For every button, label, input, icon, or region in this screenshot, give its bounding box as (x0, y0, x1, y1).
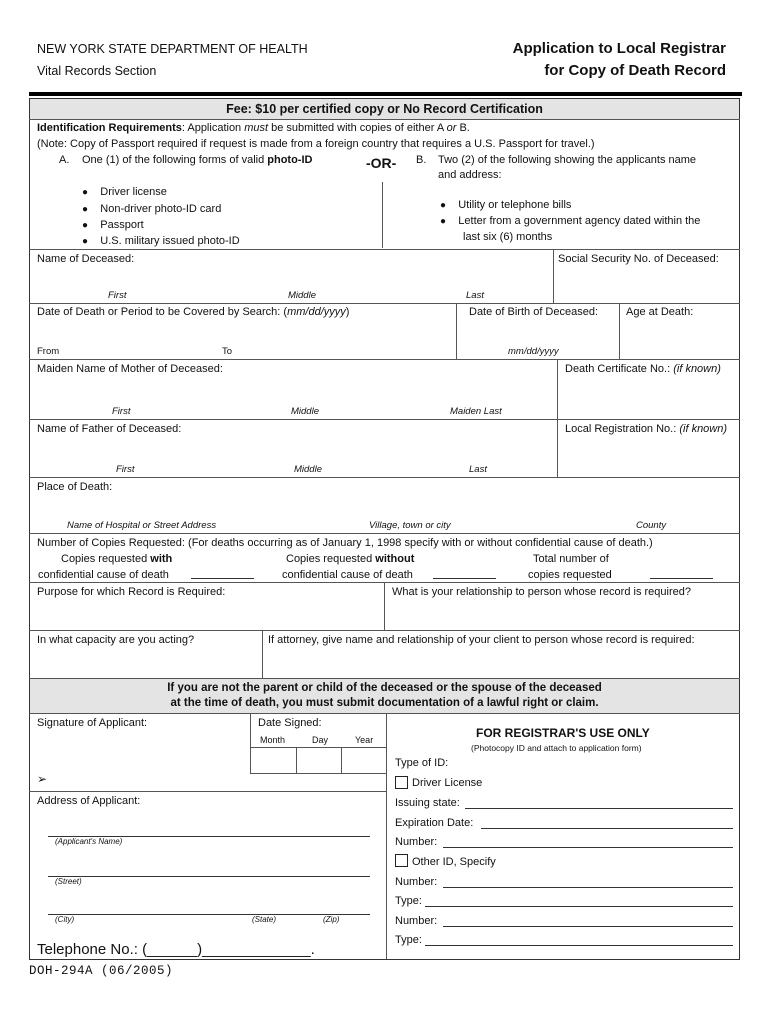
copies-without-line2: confidential cause of death (282, 569, 413, 581)
city-caption: (City) (55, 915, 75, 924)
age-at-death-label: Age at Death: (626, 306, 694, 318)
date-of-death-label (37, 306, 349, 318)
copies-without-bold: without (375, 553, 415, 565)
year-label: Year (355, 735, 374, 745)
purpose-label: Purpose for which Record is Required: (37, 586, 226, 598)
reg-if-known: (if known) (679, 423, 728, 435)
place-of-death-label: Place of Death: (37, 481, 113, 493)
father-last-caption: Last (469, 464, 487, 475)
telephone-field[interactable]: Telephone No.: (______)_____________. (37, 941, 315, 958)
issuing-state-label: Issuing state: (395, 797, 460, 809)
expiration-date-label: Expiration Date: (395, 817, 474, 829)
deceased-middle-caption: Middle (288, 290, 316, 301)
option-b-line2: and address: (438, 169, 502, 181)
notice-line2: at the time of death, you must submit documentation of a lawful right or claim. (170, 697, 599, 709)
bullet-icon: ● (82, 220, 89, 231)
b-item-utility-bills (440, 199, 571, 211)
attorney-label: If attorney, give name and relationship of your client to person whose record is required: (268, 634, 695, 646)
option-a-photo-id: photo-ID (267, 154, 313, 166)
deceased-first-caption: First (108, 290, 127, 301)
number-label-1: Number: (395, 836, 438, 848)
street-field[interactable] (48, 876, 370, 877)
header-rule (29, 92, 742, 96)
issuing-state-field[interactable] (465, 808, 733, 809)
dob-label: Date of Birth of Deceased: (469, 306, 599, 318)
a-item-passport (82, 219, 144, 231)
dod-format: mm/dd/yyyy (287, 306, 346, 318)
from-caption: From (37, 346, 60, 357)
village-caption: Village, town or city (369, 520, 451, 531)
expiration-date-field[interactable] (481, 828, 733, 829)
registrar-subtitle: (Photocopy ID and attach to application form) (471, 743, 642, 753)
street-caption: (Street) (55, 877, 82, 886)
relationship-label: What is your relationship to person whose record is required? (392, 586, 691, 598)
b-item-label: Utility or telephone bills (458, 199, 572, 211)
mother-first-caption: First (112, 406, 131, 417)
other-id-label: Other ID, Specify (412, 856, 496, 868)
copies-without-line1 (286, 553, 414, 565)
form-title-line1: Application to Local Registrar (512, 40, 726, 57)
type-field-1[interactable] (425, 906, 733, 907)
driver-license-label: Driver License (412, 777, 483, 789)
date-signed-label: Date Signed: (258, 717, 322, 729)
driver-license-checkbox[interactable] (395, 776, 408, 789)
copies-with-field[interactable] (191, 578, 254, 579)
type-label-1: Type: (395, 895, 422, 907)
to-caption: To (222, 346, 233, 357)
id-requirements (37, 122, 470, 134)
id-req-text-mid: be submitted with copies of either A (268, 122, 447, 134)
a-item-non-driver-id (82, 203, 221, 215)
hospital-caption: Name of Hospital or Street Address (67, 520, 217, 531)
signature-arrow-icon: ➢ (37, 772, 48, 786)
option-b-letter: B. (416, 154, 427, 166)
form-number: DOH-294A (06/2005) (29, 964, 174, 978)
a-item-label: Driver license (100, 186, 167, 198)
bullet-icon: ● (440, 200, 447, 211)
father-name-label: Name of Father of Deceased: (37, 423, 182, 435)
bullet-icon: ● (82, 187, 89, 198)
bullet-icon: ● (82, 204, 89, 215)
b-item-continuation: last six (6) months (463, 231, 553, 243)
option-b-line1: Two (2) of the following showing the applicants name (438, 154, 697, 166)
deceased-name-label: Name of Deceased: (37, 253, 135, 265)
fee-text: Fee: $10 per certified copy or No Record Certification (226, 102, 543, 116)
county-caption: County (636, 520, 667, 531)
option-a-text (82, 154, 312, 166)
deceased-last-caption: Last (466, 290, 484, 301)
state-caption: (State) (252, 915, 277, 924)
type-label-2: Type: (395, 934, 422, 946)
option-a-letter: A. (59, 154, 70, 166)
b-item-label: Letter from a government agency dated within the (458, 215, 701, 227)
month-label: Month (260, 735, 286, 745)
ssn-label: Social Security No. of Deceased: (558, 253, 719, 265)
b-item-government-letter (440, 215, 700, 227)
cert-if-known: (if known) (673, 363, 721, 375)
id-req-text-pre: : Application (181, 122, 245, 134)
number-field-1[interactable] (443, 847, 733, 848)
id-req-label: Identification Requirements (37, 122, 182, 134)
copies-with-pre: Copies requested (61, 553, 151, 565)
type-of-id-label: Type of ID: (395, 757, 449, 769)
mother-maiden-last-caption: Maiden Last (450, 406, 502, 417)
number-field-3[interactable] (443, 926, 733, 927)
other-id-checkbox[interactable] (395, 854, 408, 867)
address-label: Address of Applicant: (37, 795, 141, 807)
copies-without-pre: Copies requested (286, 553, 376, 565)
copies-total-line1: Total number of (533, 553, 609, 565)
number-label-2: Number: (395, 876, 438, 888)
copies-without-field[interactable] (433, 578, 496, 579)
id-req-must: must (244, 122, 269, 134)
copies-with-line2: confidential cause of death (38, 569, 169, 581)
copies-with-bold: with (150, 553, 173, 565)
father-first-caption: First (116, 464, 135, 475)
a-item-military-id (82, 235, 240, 247)
dod-label-post: ) (345, 306, 350, 318)
copies-heading: Number of Copies Requested: (For deaths occurring as of January 1, 1998 specify with or without confidential cause of death.) (37, 537, 653, 549)
bullet-icon: ● (440, 216, 447, 227)
applicant-name-caption: (Applicant's Name) (55, 837, 123, 846)
father-middle-caption: Middle (294, 464, 322, 475)
copies-with-line1 (61, 553, 172, 565)
a-item-label: Non-driver photo-ID card (100, 203, 222, 215)
mother-name-label: Maiden Name of Mother of Deceased: (37, 363, 223, 375)
day-label: Day (312, 735, 329, 745)
mother-middle-caption: Middle (291, 406, 319, 417)
local-registration-label (565, 423, 727, 435)
a-item-driver-license (82, 186, 167, 198)
number-field-2[interactable] (443, 887, 733, 888)
signature-label: Signature of Applicant: (37, 717, 148, 729)
or-label: -OR- (366, 155, 397, 171)
death-certificate-label (565, 363, 721, 375)
copies-total-line2: copies requested (528, 569, 612, 581)
notice-line1: If you are not the parent or child of the deceased or the spouse of the deceased (167, 682, 602, 694)
passport-note: (Note: Copy of Passport required if request is made from a foreign country that requires a U.S. Passport for travel.) (37, 138, 595, 150)
id-req-text-end: B. (456, 122, 470, 134)
agency-name: NEW YORK STATE DEPARTMENT OF HEALTH (37, 42, 308, 56)
reg-label-text: Local Registration No.: (565, 423, 680, 435)
bullet-icon: ● (82, 236, 89, 247)
section-name: Vital Records Section (37, 64, 157, 78)
a-item-label: U.S. military issued photo-ID (100, 235, 240, 247)
copies-total-field[interactable] (650, 578, 713, 579)
city-state-zip-field[interactable] (48, 914, 370, 915)
cert-label-text: Death Certificate No.: (565, 363, 674, 375)
registrar-title: FOR REGISTRAR'S USE ONLY (476, 726, 650, 740)
option-a-prefix: One (1) of the following forms of valid (82, 154, 268, 166)
number-label-3: Number: (395, 915, 438, 927)
dob-format-caption: mm/dd/yyyy (508, 346, 559, 357)
dod-label-pre: Date of Death or Period to be Covered by Search: ( (37, 306, 288, 318)
id-req-or: or (446, 122, 457, 134)
zip-caption: (Zip) (323, 915, 340, 924)
type-field-2[interactable] (425, 945, 733, 946)
a-item-label: Passport (100, 219, 144, 231)
form-title-line2: for Copy of Death Record (544, 62, 726, 79)
capacity-label: In what capacity are you acting? (37, 634, 195, 646)
